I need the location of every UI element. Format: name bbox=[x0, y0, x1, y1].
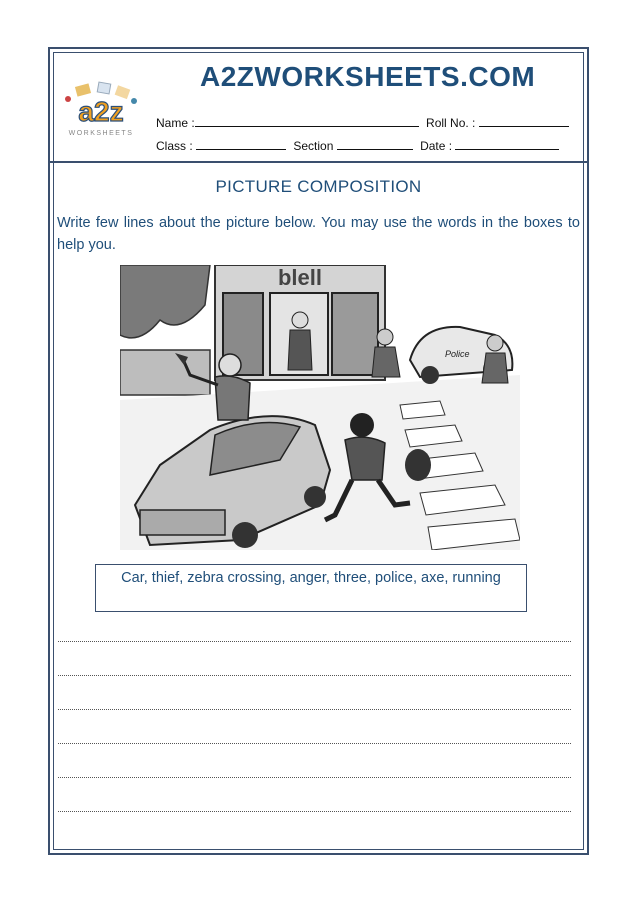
instruction-text: Write few lines about the picture below. You may use the words in the boxes to help you. bbox=[57, 215, 580, 253]
roll-field[interactable] bbox=[479, 114, 569, 127]
word-box: Car, thief, zebra crossing, anger, three, police, axe, running bbox=[95, 564, 527, 612]
writing-line[interactable] bbox=[58, 675, 571, 676]
class-field[interactable] bbox=[196, 137, 286, 150]
page-title: PICTURE COMPOSITION bbox=[215, 177, 422, 196]
writing-line[interactable] bbox=[58, 641, 571, 642]
section-field[interactable] bbox=[337, 137, 413, 150]
police-label: Police bbox=[445, 349, 470, 359]
logo-subtext: WORKSHEETS bbox=[68, 130, 134, 137]
date-label: Date : bbox=[420, 139, 453, 153]
class-label: Class : bbox=[156, 139, 193, 153]
section-label: Section bbox=[293, 139, 334, 153]
name-field[interactable] bbox=[195, 114, 419, 127]
site-title: A2ZWORKSHEETS.COM bbox=[200, 61, 536, 92]
a2z-logo bbox=[58, 81, 144, 143]
street-scene-illustration bbox=[120, 265, 520, 550]
class-section-date-row bbox=[156, 137, 559, 153]
worksheet-header bbox=[50, 49, 587, 163]
name-label: Name : bbox=[156, 116, 195, 130]
worksheet-frame bbox=[48, 47, 589, 855]
date-field[interactable] bbox=[455, 137, 559, 150]
logo-text: a2z bbox=[78, 96, 124, 127]
writing-line[interactable] bbox=[58, 777, 571, 778]
shop-sign: blell bbox=[277, 265, 323, 290]
writing-line[interactable] bbox=[58, 743, 571, 744]
shopkeeper bbox=[288, 312, 312, 370]
writing-line[interactable] bbox=[58, 709, 571, 710]
name-roll-row bbox=[156, 114, 569, 130]
writing-line[interactable] bbox=[58, 811, 571, 812]
roll-label: Roll No. : bbox=[426, 116, 476, 130]
